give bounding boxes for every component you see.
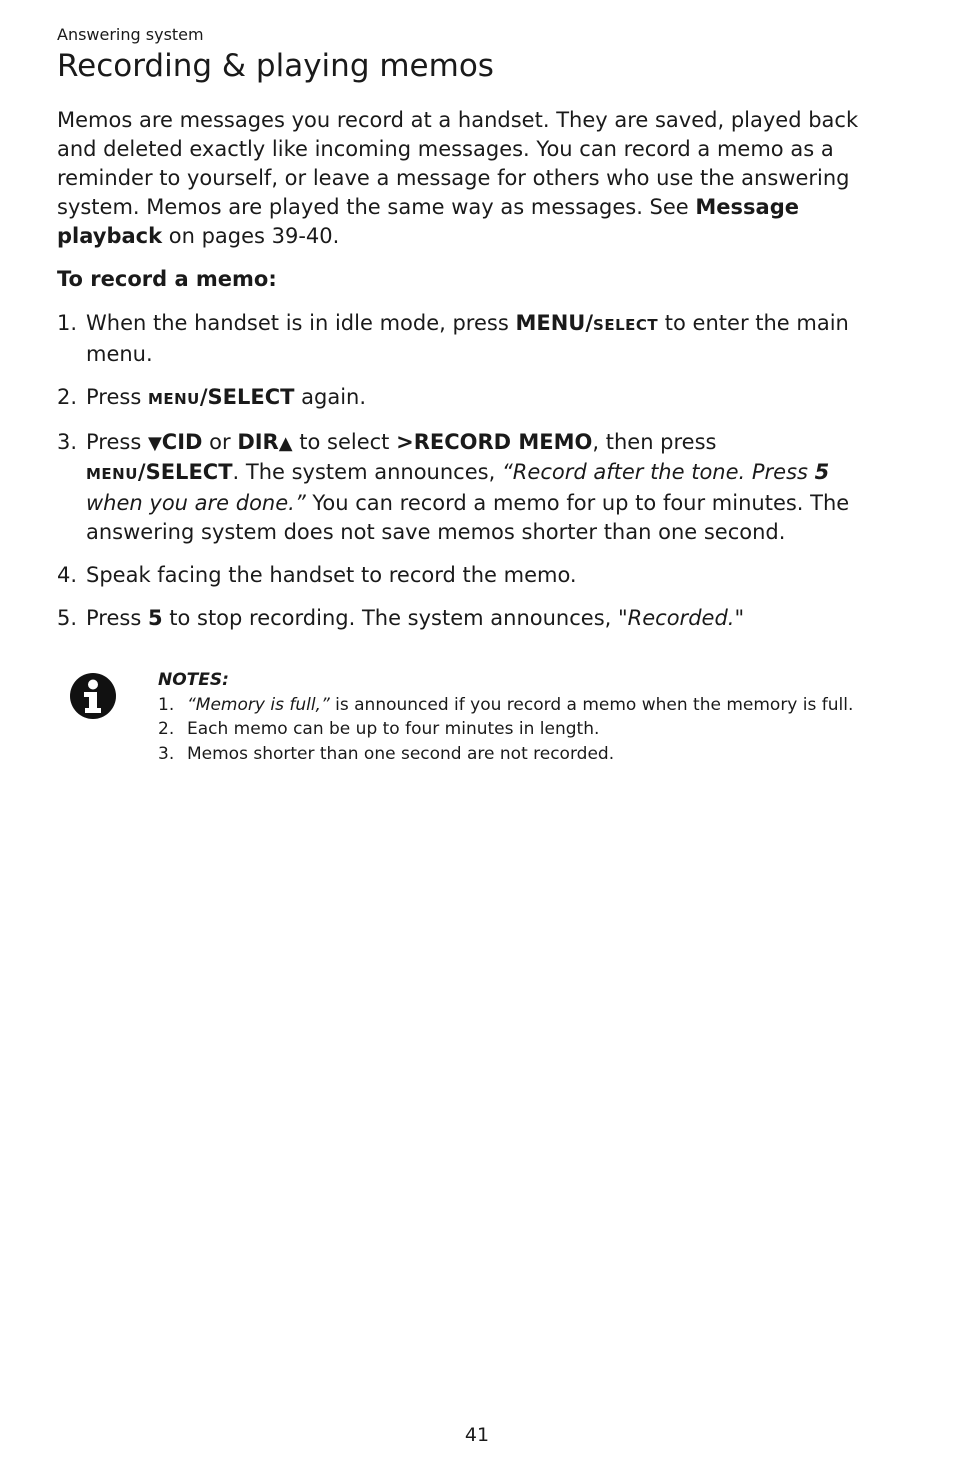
key-dir: DIR	[237, 430, 279, 454]
key-select: SELECT	[593, 316, 659, 334]
key-select: /SELECT	[137, 460, 233, 484]
step-text: or	[202, 430, 238, 454]
step-text: , then press	[592, 430, 717, 454]
step-number: 1.	[57, 311, 78, 335]
step-text: again.	[294, 385, 367, 409]
notes-content	[158, 668, 888, 766]
note-3	[158, 742, 888, 767]
note-2	[158, 717, 888, 742]
announcement-quote: “Record after the tone. Press	[501, 460, 815, 484]
step-text: Press	[86, 606, 148, 630]
key-5: 5	[147, 606, 163, 630]
announcement-quote-end: when you are done.”	[86, 491, 306, 515]
step-text: . The system announces,	[232, 460, 502, 484]
intro-text: Memos are messages you record at a handset. They are saved, played back and deleted exactly like incoming messages. You can record a memo as a reminder to yourself, or leave a message for others who use the answering system. Memos are played the same way as messages. See	[57, 108, 859, 219]
step-text: Press	[86, 385, 148, 409]
steps-list	[57, 309, 887, 647]
key-cid: CID	[161, 430, 203, 454]
key-select: /SELECT	[199, 385, 295, 409]
step-text: to stop recording. The system announces, "	[162, 606, 628, 630]
step-number: 2.	[57, 385, 78, 409]
note-number: 2.	[158, 719, 175, 739]
note-number: 3.	[158, 743, 175, 764]
step-text: to select	[292, 430, 397, 454]
info-icon	[69, 672, 117, 720]
intro-paragraph	[57, 106, 887, 251]
announcement-quote: Recorded.	[627, 606, 735, 630]
notes-list	[158, 693, 888, 767]
key-5: 5	[814, 460, 830, 484]
section-label: Answering system	[57, 25, 204, 44]
down-arrow-icon: ▼	[147, 433, 162, 454]
page-number: 41	[464, 1424, 490, 1446]
up-arrow-icon: ▲	[278, 433, 293, 454]
note-number: 1.	[158, 694, 175, 715]
step-4	[57, 561, 887, 590]
step-text: When the handset is in idle mode, press	[86, 311, 516, 335]
step-text: Press	[86, 430, 148, 454]
menu-item-record-memo: >RECORD MEMO	[396, 430, 593, 454]
step-number: 5.	[57, 606, 78, 630]
step-text: to enter the main menu.	[86, 311, 849, 366]
subheading-record-memo: To record a memo:	[57, 267, 277, 291]
step-1	[57, 309, 887, 369]
step-number: 4.	[57, 563, 78, 587]
step-text: "	[734, 606, 745, 630]
key-menu: MENU	[86, 465, 138, 483]
message-playback-reference: Message playback	[57, 195, 799, 248]
intro-after: on pages 39-40.	[162, 224, 340, 248]
page-title: Recording & playing memos	[57, 48, 494, 84]
key-menu: MENU	[147, 390, 200, 408]
note-text: Memos shorter than one second are not recorded.	[187, 743, 615, 764]
step-text: Speak facing the handset to record the memo.	[86, 563, 577, 587]
step-text: You can record a memo for up to four minutes. The answering system does not save memos shorter than one second.	[86, 491, 850, 544]
key-menu: MENU/	[515, 311, 594, 335]
step-5	[57, 604, 887, 633]
note-text: Each memo can be up to four minutes in length.	[187, 719, 600, 739]
note-1	[158, 693, 888, 718]
note-quote: “Memory is full,”	[187, 694, 330, 715]
step-2	[57, 383, 887, 414]
note-text: is announced if you record a memo when the memory is full.	[329, 694, 854, 715]
step-3	[57, 428, 887, 547]
notes-heading: NOTES:	[158, 670, 229, 690]
step-number: 3.	[57, 430, 78, 454]
